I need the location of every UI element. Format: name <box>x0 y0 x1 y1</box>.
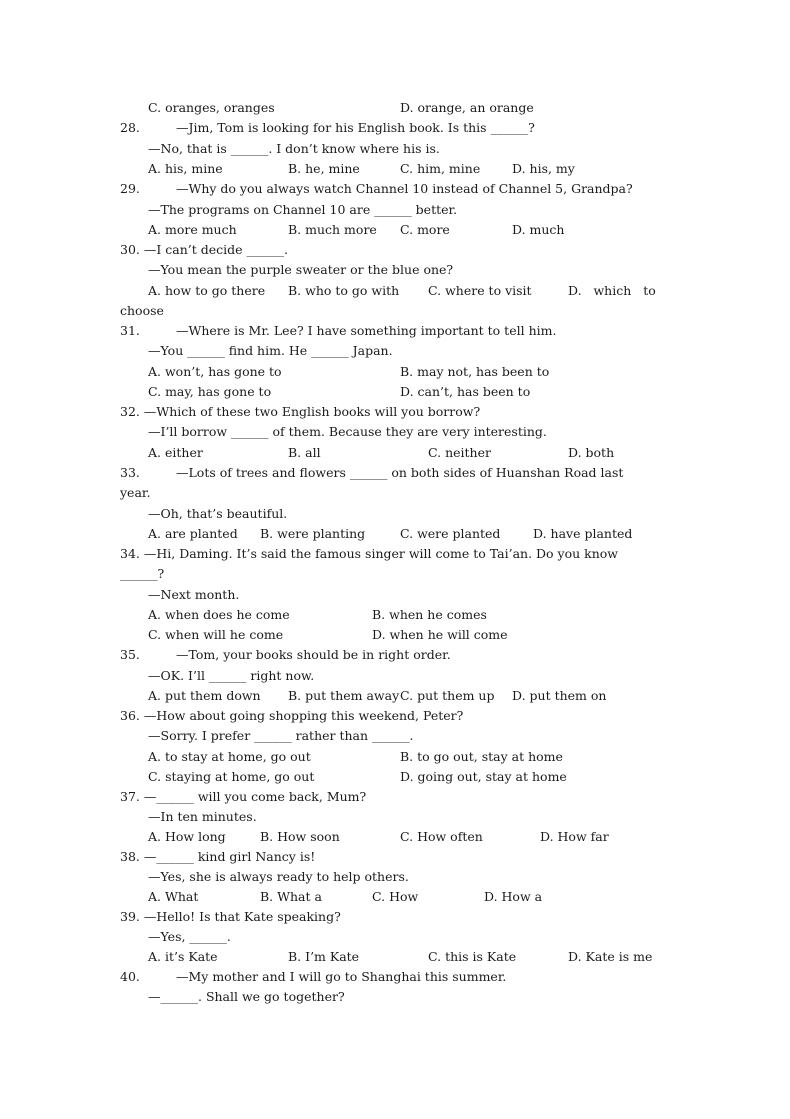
question-response: —Oh, that’s beautiful. <box>148 506 288 521</box>
option-d: D. orange, an orange <box>400 100 534 115</box>
option-c: C. oranges, oranges <box>148 100 275 115</box>
option-c: C. How often <box>400 829 483 844</box>
question-prompt: 37. —______ will you come back, Mum? <box>120 789 367 804</box>
question-response: —______. Shall we go together? <box>148 989 345 1004</box>
question-response: —No, that is ______. I don’t know where his is. <box>148 141 440 156</box>
option-a: A. How long <box>148 829 226 844</box>
question-number: 35. <box>120 647 140 662</box>
question-response: —Yes, ______. <box>148 929 231 944</box>
question-prompt: —Why do you always watch Channel 10 instead of Channel 5, Grandpa? <box>176 181 633 196</box>
question-response: —Sorry. I prefer ______ rather than ______. <box>148 728 414 743</box>
question-number: 28. <box>120 120 140 135</box>
option-d: D. which to <box>568 283 656 298</box>
question-response: —You mean the purple sweater or the blue one? <box>148 262 454 277</box>
question-response: —OK. I’ll ______ right now. <box>148 668 315 683</box>
question-prompt: —Jim, Tom is looking for his English book. Is this ______? <box>176 120 535 135</box>
option-c: C. put them up <box>400 688 495 703</box>
option-c: C. were planted <box>400 526 501 541</box>
option-c: C. when will he come <box>148 627 284 642</box>
question-prompt-continued: year. <box>120 485 151 500</box>
option-c: C. may, has gone to <box>148 384 272 399</box>
question-response: —Yes, she is always ready to help others. <box>148 869 409 884</box>
option-a: A. put them down <box>148 688 261 703</box>
option-c: C. neither <box>428 445 491 460</box>
option-a: A. when does he come <box>148 607 290 622</box>
question-prompt: —Lots of trees and flowers ______ on both sides of Huanshan Road last <box>176 465 624 480</box>
question-response: —The programs on Channel 10 are ______ better. <box>148 202 458 217</box>
question-prompt: 32. —Which of these two English books will you borrow? <box>120 404 481 419</box>
question-prompt-continued: ______? <box>120 566 165 581</box>
option-a: A. to stay at home, go out <box>148 749 311 764</box>
option-d: D. have planted <box>533 526 633 541</box>
question-response: —In ten minutes. <box>148 809 257 824</box>
question-number: 29. <box>120 181 140 196</box>
option-a: A. won’t, has gone to <box>148 364 282 379</box>
option-d: D. going out, stay at home <box>400 769 567 784</box>
question-response: —You ______ find him. He ______ Japan. <box>148 343 393 358</box>
option-b: B. when he comes <box>372 607 487 622</box>
option-c: C. where to visit <box>428 283 532 298</box>
option-b: B. were planting <box>260 526 366 541</box>
option-a: A. his, mine <box>148 161 223 176</box>
option-c: C. this is Kate <box>428 949 517 964</box>
option-b: B. may not, has been to <box>400 364 550 379</box>
option-b: B. much more <box>288 222 377 237</box>
option-d-continued: choose <box>120 303 164 318</box>
question-prompt: 34. —Hi, Daming. It’s said the famous singer will come to Tai’an. Do you know <box>120 546 618 561</box>
option-a: A. how to go there <box>148 283 266 298</box>
option-d: D. when he will come <box>372 627 508 642</box>
option-d: D. How far <box>540 829 609 844</box>
option-c: C. more <box>400 222 450 237</box>
option-d: D. both <box>568 445 615 460</box>
option-d: D. put them on <box>512 688 607 703</box>
question-response: —Next month. <box>148 587 240 602</box>
question-prompt: —Tom, your books should be in right order. <box>176 647 451 662</box>
option-a: A. more much <box>148 222 237 237</box>
option-b: B. I’m Kate <box>288 949 360 964</box>
option-d: D. How a <box>484 889 543 904</box>
option-b: B. all <box>288 445 321 460</box>
option-b: B. to go out, stay at home <box>400 749 563 764</box>
option-c: C. How <box>372 889 419 904</box>
question-response: —I’ll borrow ______ of them. Because they are very interesting. <box>148 424 547 439</box>
question-number: 31. <box>120 323 140 338</box>
option-a: A. What <box>148 889 199 904</box>
question-number: 40. <box>120 969 140 984</box>
question-number: 33. <box>120 465 140 480</box>
option-d: D. can’t, has been to <box>400 384 531 399</box>
option-b: B. he, mine <box>288 161 360 176</box>
option-d: D. much <box>512 222 565 237</box>
option-a: A. either <box>148 445 203 460</box>
question-prompt: —My mother and I will go to Shanghai this summer. <box>176 969 507 984</box>
option-a: A. are planted <box>148 526 238 541</box>
question-prompt: 36. —How about going shopping this weekend, Peter? <box>120 708 464 723</box>
question-prompt: 38. —______ kind girl Nancy is! <box>120 849 316 864</box>
option-b: B. How soon <box>260 829 340 844</box>
question-prompt: —Where is Mr. Lee? I have something important to tell him. <box>176 323 557 338</box>
option-d: D. his, my <box>512 161 575 176</box>
option-c: C. staying at home, go out <box>148 769 315 784</box>
option-c: C. him, mine <box>400 161 481 176</box>
option-b: B. who to go with <box>288 283 400 298</box>
option-a: A. it’s Kate <box>148 949 218 964</box>
question-prompt: 39. —Hello! Is that Kate speaking? <box>120 909 341 924</box>
option-d: D. Kate is me <box>568 949 653 964</box>
option-b: B. put them away <box>288 688 400 703</box>
option-b: B. What a <box>260 889 322 904</box>
question-prompt: 30. —I can’t decide ______. <box>120 242 288 257</box>
